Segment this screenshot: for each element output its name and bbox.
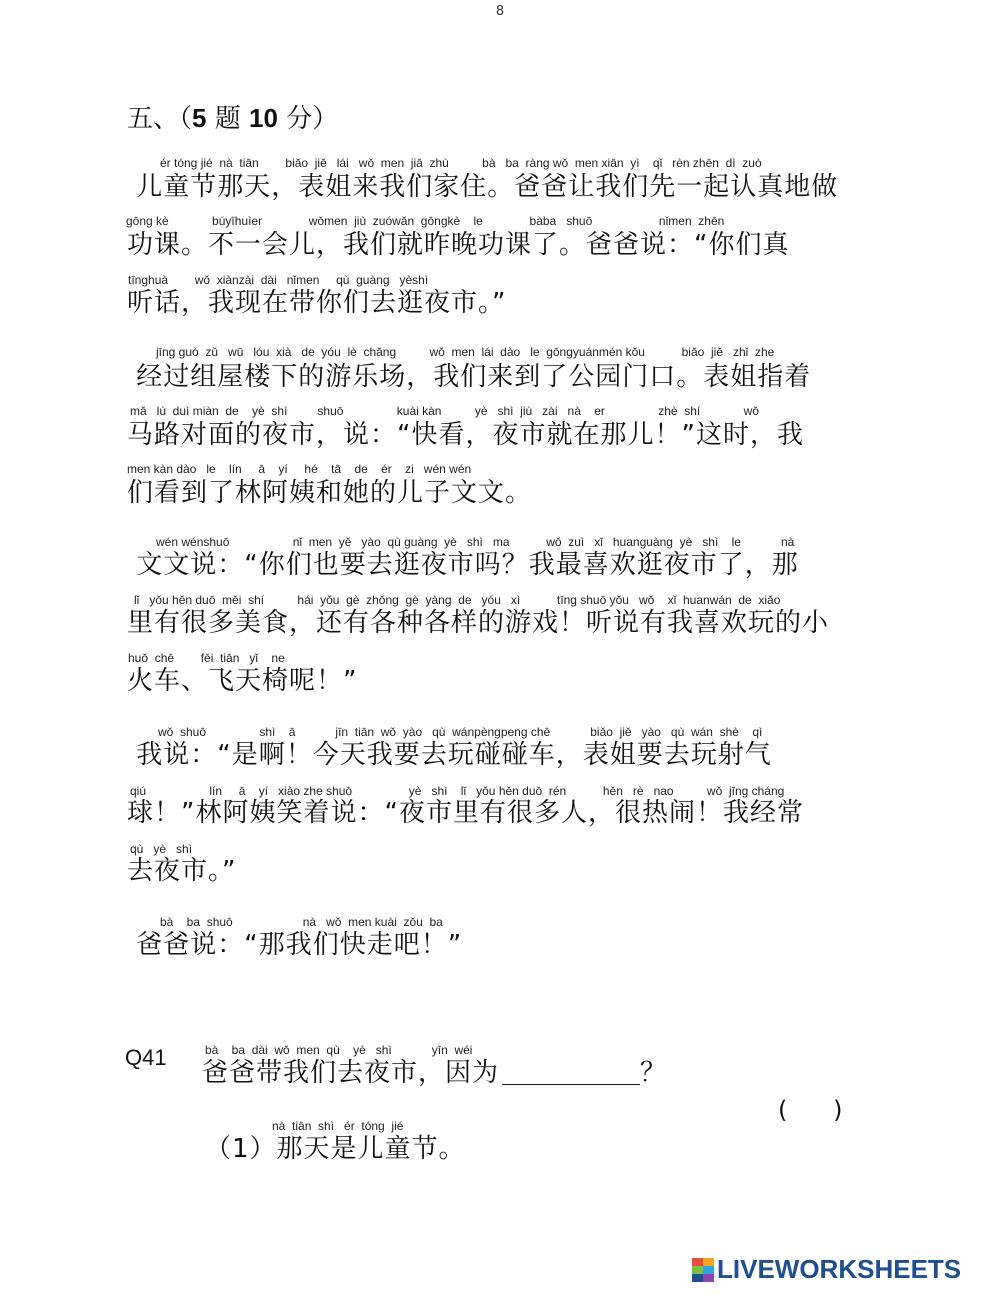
- passage-line: 我说：“是啊！今天我要去玩碰碰车，表姐要去玩射气: [127, 740, 772, 770]
- pinyin-line: gōng kè búyīhuìer wǒmen jiù zuówǎn gōngkè le bàba shuō nǐmen zhēn: [126, 214, 725, 228]
- passage-line: 文文说：“你们也要去逛夜市吗？我最喜欢逛夜市了，那: [127, 550, 799, 580]
- logo-mark-icon: [692, 1258, 714, 1282]
- question-text: 爸爸带我们去夜市，因为: [202, 1058, 500, 1088]
- pinyin-line: ér tóng jié nà tiān biǎo jiě lái wǒ men jiā zhù bà ba ràng wǒ men xiān yì qǐ rèn zhēn dì zuò: [160, 156, 762, 170]
- page-number: 8: [495, 4, 505, 19]
- logo-text: LIVEWORKSHEETS: [717, 1254, 962, 1284]
- pinyin-line: men kàn dào le lín ā yí hé tā de ér zi wén wén: [127, 462, 472, 476]
- section-mid: 题: [206, 104, 250, 134]
- passage-line: 爸爸说：“那我们快走吧！”: [127, 930, 463, 960]
- liveworksheets-logo: [692, 1254, 961, 1285]
- answer-bracket[interactable]: ( ): [778, 1096, 843, 1124]
- pinyin-line: lǐ yǒu hěn duō měi shí hái yǒu gè zhǒng gè yàng de yóu xì tīng shuō yǒu wǒ xǐ huanwán de xiǎo: [134, 593, 781, 607]
- pinyin-line: huǒ chē fēi tiān yǐ ne: [128, 651, 285, 665]
- option-1[interactable]: （1）那天是儿童节。: [205, 1134, 466, 1164]
- pinyin-line: tīnghuà wǒ xiànzài dài nǐmen qù guàng yèshì: [128, 273, 429, 287]
- passage-line: 们看到了林阿姨和她的儿子文文。: [127, 478, 533, 508]
- question-id: Q41: [125, 1045, 167, 1070]
- pinyin-line: jīng guò zǔ wū lóu xià de yóu lè chǎng wǒ men lái dào le gōngyuánmén kǒu biǎo jiě zhǐ zhe: [156, 345, 775, 359]
- pinyin-line: mǎ lù duì miàn de yè shì shuō kuài kàn yè shì jiù zài nà er zhè shí wǒ: [130, 404, 759, 418]
- passage-line: 功课。不一会儿，我们就昨晚功课了。爸爸说：“你们真: [127, 230, 790, 260]
- answer-blank[interactable]: [502, 1084, 640, 1085]
- question-end-mark: ？: [640, 1058, 668, 1088]
- passage-line: 火车、飞天椅呢！”: [127, 666, 358, 696]
- section-suffix: 分）: [277, 104, 339, 134]
- passage-line: 里有很多美食，还有各种各样的游戏！听说有我喜欢玩的小: [127, 608, 830, 638]
- pinyin-line: wén wénshuō nǐ men yě yào qù guàng yè shì ma wǒ zuì xǐ huanguàng yè shì le nà: [156, 535, 795, 549]
- section-prefix: 五、（: [127, 104, 193, 134]
- total-score: 10: [249, 103, 278, 133]
- pinyin-line: wǒ shuō shì ā jīn tiān wǒ yào qù wánpèngpeng chē biǎo jiě yào qù wán shè qì: [158, 725, 763, 739]
- question-pinyin: bà ba dài wǒ men qù yè shì yīn wéi: [205, 1043, 473, 1057]
- pinyin-line: bà ba shuō nà wǒ men kuài zǒu ba: [160, 915, 443, 929]
- passage-line: 球！”林阿姨笑着说：“夜市里有很多人，很热闹！我经常: [127, 798, 804, 828]
- option-pinyin: nà tiān shì ér tóng jié: [272, 1119, 404, 1133]
- question-count: 5: [192, 103, 207, 133]
- pinyin-line: qù yè shì: [130, 842, 193, 856]
- passage-line: 去夜市。”: [127, 856, 237, 886]
- passage-line: 马路对面的夜市，说：“快看，夜市就在那儿！”这时，我: [127, 420, 804, 450]
- pinyin-line: qiú lín ā yí xiào zhe shuō yè shì lǐ yǒu hěn duō rén hěn rè nao wǒ jīng cháng: [130, 784, 785, 798]
- passage-line: 儿童节那天，表姐来我们家住。爸爸让我们先一起认真地做: [127, 172, 839, 202]
- passage-line: 经过组屋楼下的游乐场，我们来到了公园门口。表姐指着: [127, 362, 812, 392]
- passage-line: 听话，我现在带你们去逛夜市。”: [127, 288, 507, 318]
- section-title: [127, 98, 338, 135]
